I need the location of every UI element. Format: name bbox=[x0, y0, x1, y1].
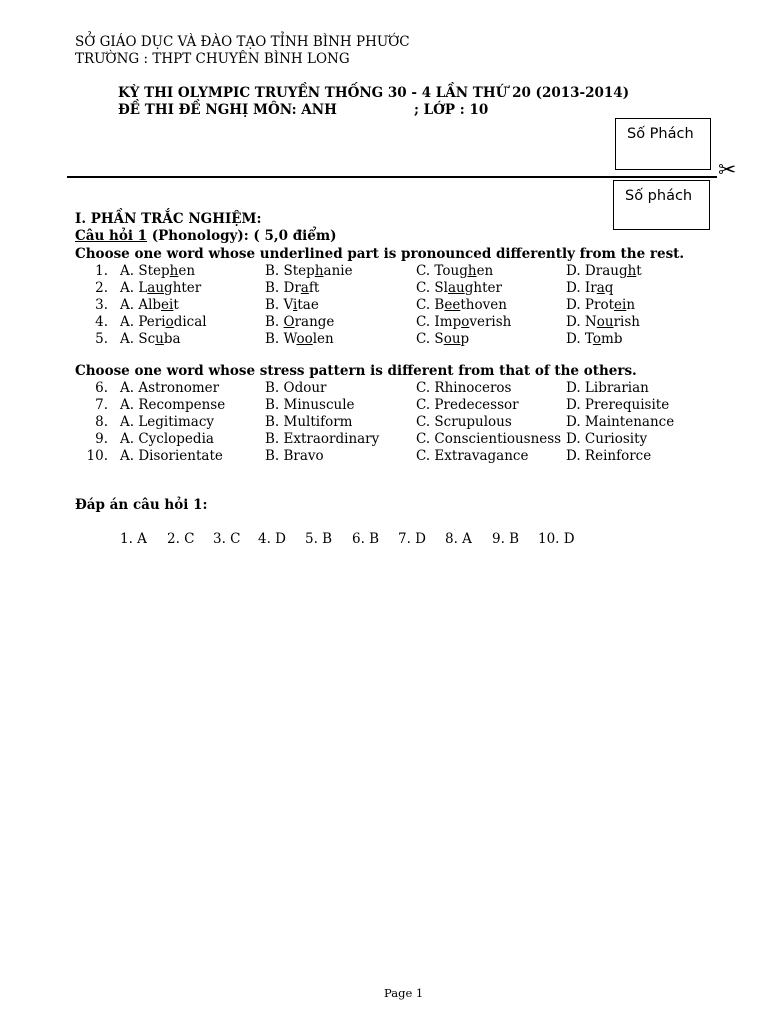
option-text-part: thoven bbox=[460, 297, 507, 313]
instruction-stress: Choose one word whose stress pattern is different from that of the others. bbox=[75, 363, 637, 379]
option-d: D. Maintenance bbox=[566, 414, 675, 430]
exam-subject: ĐỀ THI ĐỀ NGHỊ MÔN: ANH bbox=[118, 102, 337, 118]
underlined-part: h bbox=[314, 263, 324, 279]
answer-item: 6. B bbox=[352, 531, 380, 547]
option-text-part: D. Ir bbox=[566, 280, 597, 296]
underlined-part: a bbox=[596, 280, 605, 296]
question-number: 5. bbox=[95, 331, 108, 347]
option-a: A. Legitimacy bbox=[120, 414, 215, 430]
stress-question-10 bbox=[75, 448, 715, 465]
option-text-part: A. Step bbox=[120, 263, 170, 279]
option-text-part: anie bbox=[323, 263, 353, 279]
option-d: D. Librarian bbox=[566, 380, 649, 396]
option-text-part: C. Imp bbox=[416, 314, 462, 330]
option-c bbox=[416, 314, 511, 331]
so-phach-label-bottom: Số phách bbox=[625, 188, 693, 204]
stress-question-6 bbox=[75, 380, 715, 397]
option-text-part: len bbox=[312, 331, 334, 347]
option-text-part: A. Peri bbox=[120, 314, 166, 330]
exam-grade: ; LỚP : 10 bbox=[414, 102, 489, 118]
school-name: TRƯỜNG : THPT CHUYÊN BÌNH LONG bbox=[75, 51, 350, 67]
option-b: B. Odour bbox=[265, 380, 327, 396]
option-text-part: t bbox=[636, 263, 642, 279]
option-b: B. Minuscule bbox=[265, 397, 355, 413]
option-text-part: ghter bbox=[464, 280, 502, 296]
answer-item: 1. A bbox=[120, 531, 147, 547]
question-number: 8. bbox=[95, 414, 108, 430]
so-phach-label-top: Số Phách bbox=[627, 126, 694, 142]
pronunciation-question-2 bbox=[75, 280, 715, 297]
underlined-part: gh bbox=[459, 263, 477, 279]
pronunciation-question-5 bbox=[75, 331, 715, 348]
underlined-part: ee bbox=[444, 297, 461, 313]
underlined-part: au bbox=[147, 280, 165, 296]
instruction-pronunciation: Choose one word whose underlined part is pronounced differently from the rest. bbox=[75, 246, 685, 262]
option-d: D. Prerequisite bbox=[566, 397, 670, 413]
option-c: C. Predecessor bbox=[416, 397, 519, 413]
underlined-part: a bbox=[300, 280, 309, 296]
option-text-part: D. T bbox=[566, 331, 593, 347]
underlined-part: ou bbox=[443, 331, 461, 347]
stress-question-8 bbox=[75, 414, 715, 431]
underlined-part: gh bbox=[618, 263, 637, 279]
pronunciation-question-4 bbox=[75, 314, 715, 331]
underlined-part: o bbox=[165, 314, 174, 330]
option-text-part: B. Dr bbox=[265, 280, 301, 296]
option-c bbox=[416, 331, 469, 348]
option-a bbox=[120, 331, 181, 348]
option-text-part: tae bbox=[297, 297, 319, 313]
question-number: 2. bbox=[95, 280, 108, 296]
option-c: C. Rhinoceros bbox=[416, 380, 512, 396]
option-text-part: ft bbox=[308, 280, 320, 296]
option-b: B. Bravo bbox=[265, 448, 324, 464]
question-label: Câu hỏi 1 bbox=[75, 228, 148, 244]
option-b: B. Extraordinary bbox=[265, 431, 380, 447]
option-text-part: dical bbox=[173, 314, 207, 330]
option-a: A. Recompense bbox=[120, 397, 226, 413]
so-phach-box-bottom bbox=[613, 180, 710, 230]
pronunciation-question-3 bbox=[75, 297, 715, 314]
option-d bbox=[566, 331, 622, 348]
option-text-part: B. W bbox=[265, 331, 297, 347]
department-name: SỞ GIÁO DỤC VÀ ĐÀO TẠO TỈNH BÌNH PHƯỚC bbox=[75, 34, 410, 50]
option-text-part: en bbox=[178, 263, 196, 279]
answer-item: 8. A bbox=[445, 531, 472, 547]
question-description: (Phonology): ( 5,0 điểm) bbox=[147, 228, 337, 244]
option-text-part: C. Tou bbox=[416, 263, 460, 279]
option-text-part: D. Prot bbox=[566, 297, 615, 313]
option-text-part: B. bbox=[265, 314, 284, 330]
page-number: Page 1 bbox=[384, 986, 424, 1000]
answer-item: 7. D bbox=[398, 531, 426, 547]
option-text-part: rish bbox=[613, 314, 640, 330]
underlined-part: au bbox=[448, 280, 465, 296]
option-c: C. Conscientiousness bbox=[416, 431, 562, 447]
option-d: D. Reinforce bbox=[566, 448, 652, 464]
cut-line bbox=[67, 176, 717, 178]
underlined-part: o bbox=[592, 331, 602, 347]
option-text-part: C. B bbox=[416, 297, 445, 313]
answer-item: 10. D bbox=[538, 531, 575, 547]
underlined-part: o bbox=[461, 314, 470, 330]
underlined-part: ei bbox=[614, 297, 627, 313]
option-text-part: q bbox=[604, 280, 614, 296]
option-text-part: C. S bbox=[416, 331, 444, 347]
option-a: A. Cyclopedia bbox=[120, 431, 214, 447]
stress-question-9 bbox=[75, 431, 715, 448]
option-text-part: D. N bbox=[566, 314, 597, 330]
option-c: C. Scrupulous bbox=[416, 414, 512, 430]
question-number: 3. bbox=[95, 297, 108, 313]
option-text-part: A. Sc bbox=[120, 331, 156, 347]
question-number: 7. bbox=[95, 397, 108, 413]
question-number: 9. bbox=[95, 431, 108, 447]
option-text-part: verish bbox=[469, 314, 512, 330]
underlined-part: h bbox=[169, 263, 179, 279]
underlined-part: oo bbox=[296, 331, 313, 347]
option-text-part: t bbox=[173, 297, 179, 313]
underlined-part: u bbox=[155, 331, 164, 347]
option-b bbox=[265, 314, 334, 331]
option-text-part: ghter bbox=[164, 280, 202, 296]
option-b bbox=[265, 263, 353, 280]
answer-item: 2. C bbox=[167, 531, 195, 547]
option-c bbox=[416, 280, 502, 297]
option-text-part: B. Step bbox=[265, 263, 315, 279]
answer-item: 5. B bbox=[305, 531, 333, 547]
option-a bbox=[120, 263, 195, 280]
option-b bbox=[265, 331, 334, 348]
option-d bbox=[566, 263, 642, 280]
option-d bbox=[566, 297, 635, 314]
option-c: C. Extravagance bbox=[416, 448, 529, 464]
answer-item: 9. B bbox=[492, 531, 520, 547]
option-text-part: en bbox=[476, 263, 494, 279]
option-text-part: mb bbox=[601, 331, 623, 347]
option-text-part: D. Drau bbox=[566, 263, 619, 279]
option-text-part: p bbox=[460, 331, 470, 347]
option-a bbox=[120, 280, 201, 297]
scissors-icon: ✂ bbox=[718, 158, 737, 183]
so-phach-box-top bbox=[615, 118, 711, 170]
option-d: D. Curiosity bbox=[566, 431, 648, 447]
underlined-part: O bbox=[283, 314, 295, 330]
option-text-part: ba bbox=[163, 331, 181, 347]
option-d bbox=[566, 280, 613, 297]
question-number: 6. bbox=[95, 380, 108, 396]
underlined-part: ei bbox=[161, 297, 174, 313]
option-c bbox=[416, 263, 493, 280]
section-title: I. PHẦN TRẮC NGHIỆM: bbox=[75, 211, 262, 227]
option-text-part: B. V bbox=[265, 297, 294, 313]
option-a bbox=[120, 314, 207, 331]
option-text-part: n bbox=[626, 297, 636, 313]
question-number: 1. bbox=[95, 263, 108, 279]
exam-title: KỲ THI OLYMPIC TRUYỀN THỐNG 30 - 4 LẦN THỨ 20 (2013-2014) bbox=[118, 85, 630, 101]
question-number: 10. bbox=[86, 448, 108, 464]
option-text-part: C. Sl bbox=[416, 280, 448, 296]
underlined-part: i bbox=[293, 297, 298, 313]
answer-key-row bbox=[120, 530, 640, 548]
question-heading bbox=[75, 228, 337, 244]
option-b bbox=[265, 297, 319, 314]
answer-item: 3. C bbox=[213, 531, 241, 547]
option-text-part: range bbox=[294, 314, 335, 330]
answer-item: 4. D bbox=[258, 531, 286, 547]
answer-key-label: Đáp án câu hỏi 1: bbox=[75, 497, 208, 513]
option-text-part: A. Alb bbox=[120, 297, 162, 313]
pronunciation-question-1 bbox=[75, 263, 715, 280]
option-a: A. Disorientate bbox=[120, 448, 223, 464]
option-d bbox=[566, 314, 640, 331]
option-c bbox=[416, 297, 507, 314]
option-b bbox=[265, 280, 319, 297]
option-a bbox=[120, 297, 179, 314]
option-text-part: A. L bbox=[120, 280, 148, 296]
option-b: B. Multiform bbox=[265, 414, 353, 430]
underlined-part: ou bbox=[596, 314, 614, 330]
stress-question-7 bbox=[75, 397, 715, 414]
question-number: 4. bbox=[95, 314, 108, 330]
option-a: A. Astronomer bbox=[120, 380, 220, 396]
